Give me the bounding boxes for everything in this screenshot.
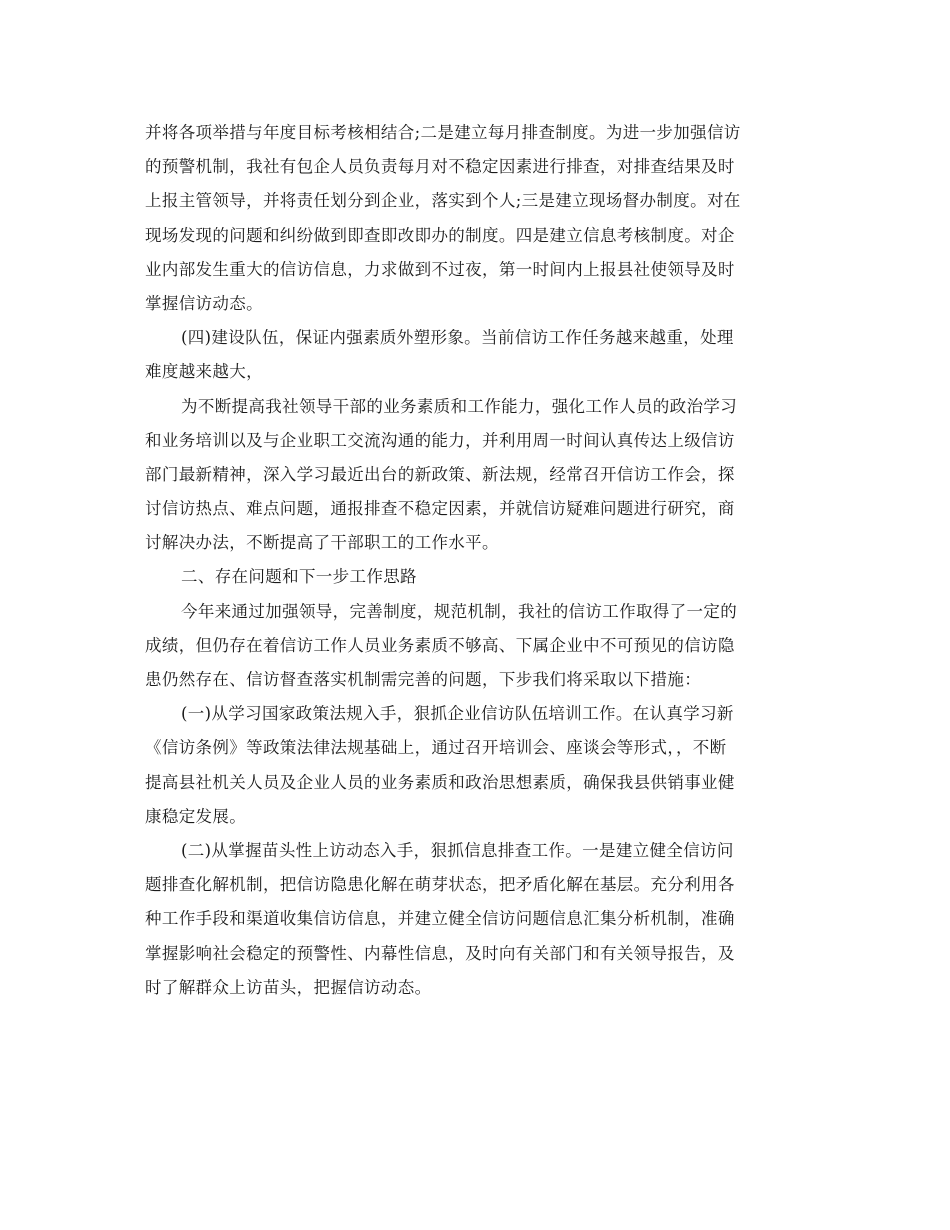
document-body — [145, 116, 810, 1005]
paragraph-first-line: 二、存在问题和下一步工作思路 — [181, 567, 417, 587]
paragraph-first-line: 今年来通过加强领导，完善制度，规范机制，我社的信访工作取得了一定的 — [181, 601, 738, 621]
text-line: 业内部发生重大的信访信息，力求做到不过夜，第一时间内上报县社使领导及时 — [145, 259, 735, 279]
text-line: 掌握影响社会稳定的预警性、内幕性信息，及时向有关部门和有关领导报告，及 — [145, 943, 735, 963]
text-line: 时了解群众上访苗头，把握信访动态。 — [145, 977, 432, 997]
text-line: 《信访条例》等政策法律法规基础上，通过召开培训会、座谈会等形式，，不断 — [145, 738, 727, 758]
text-line: 和业务培训以及与企业职工交流沟通的能力，并利用周一时间认真传达上级信访 — [145, 430, 735, 450]
text-line: 成绩，但仍存在着信访工作人员业务素质不够高、下属企业中不可预见的信访隐 — [145, 635, 735, 655]
text-line: 部门最新精神，深入学习最近出台的新政策、新法规，经常召开信访工作会，探 — [145, 464, 735, 484]
text-line: 患仍然存在、信访督查落实机制需完善的问题，下步我们将采取以下措施： — [145, 670, 702, 689]
text-line: 讨信访热点、难点问题，通报排查不稳定因素，并就信访疑难问题进行研究，商 — [145, 499, 735, 519]
paragraph-first-line: (二)从掌握苗头性上访动态入手，狠抓信息排查工作。一是建立健全信访问 — [181, 840, 734, 860]
text-line: 题排查化解机制，把信访隐患化解在萌芽状态，把矛盾化解在基层。充分利用各 — [145, 875, 735, 895]
text-line: 掌握信访动态。 — [145, 293, 263, 313]
paragraph-first-line: (一)从学习国家政策法规入手，狠抓企业信访队伍培训工作。在认真学习新 — [181, 704, 734, 724]
paragraph-first-line: (四)建设队伍，保证内强素质外塑形象。当前信访工作任务越来越重，处理 — [181, 328, 734, 348]
text-line: 难度越来越大， — [145, 362, 263, 382]
paragraph-first-line: 为不断提高我社领导干部的业务素质和工作能力，强化工作人员的政治学习 — [181, 396, 738, 416]
text-line: 提高县社机关人员及企业人员的业务素质和政治思想素质，确保我县供销事业健 — [145, 772, 735, 792]
text-line: 并将各项举措与年度目标考核相结合;二是建立每月排查制度。为进一步加强信访 — [145, 123, 741, 142]
text-line: 的预警机制，我社有包企人员负责每月对不稳定因素进行排查，对排查结果及时 — [145, 157, 735, 177]
text-line: 康稳定发展。 — [145, 806, 247, 826]
text-line: 种工作手段和渠道收集信访信息，并建立健全信访问题信息汇集分析机制，准确 — [145, 909, 735, 929]
text-line: 现场发现的问题和纠纷做到即查即改即办的制度。四是建立信息考核制度。对企 — [145, 225, 735, 245]
text-line: 讨解决办法，不断提高了干部职工的工作水平。 — [145, 533, 499, 553]
text-line: 上报主管领导，并将责任划分到企业，落实到个人;三是建立现场督办制度。对在 — [145, 191, 741, 211]
